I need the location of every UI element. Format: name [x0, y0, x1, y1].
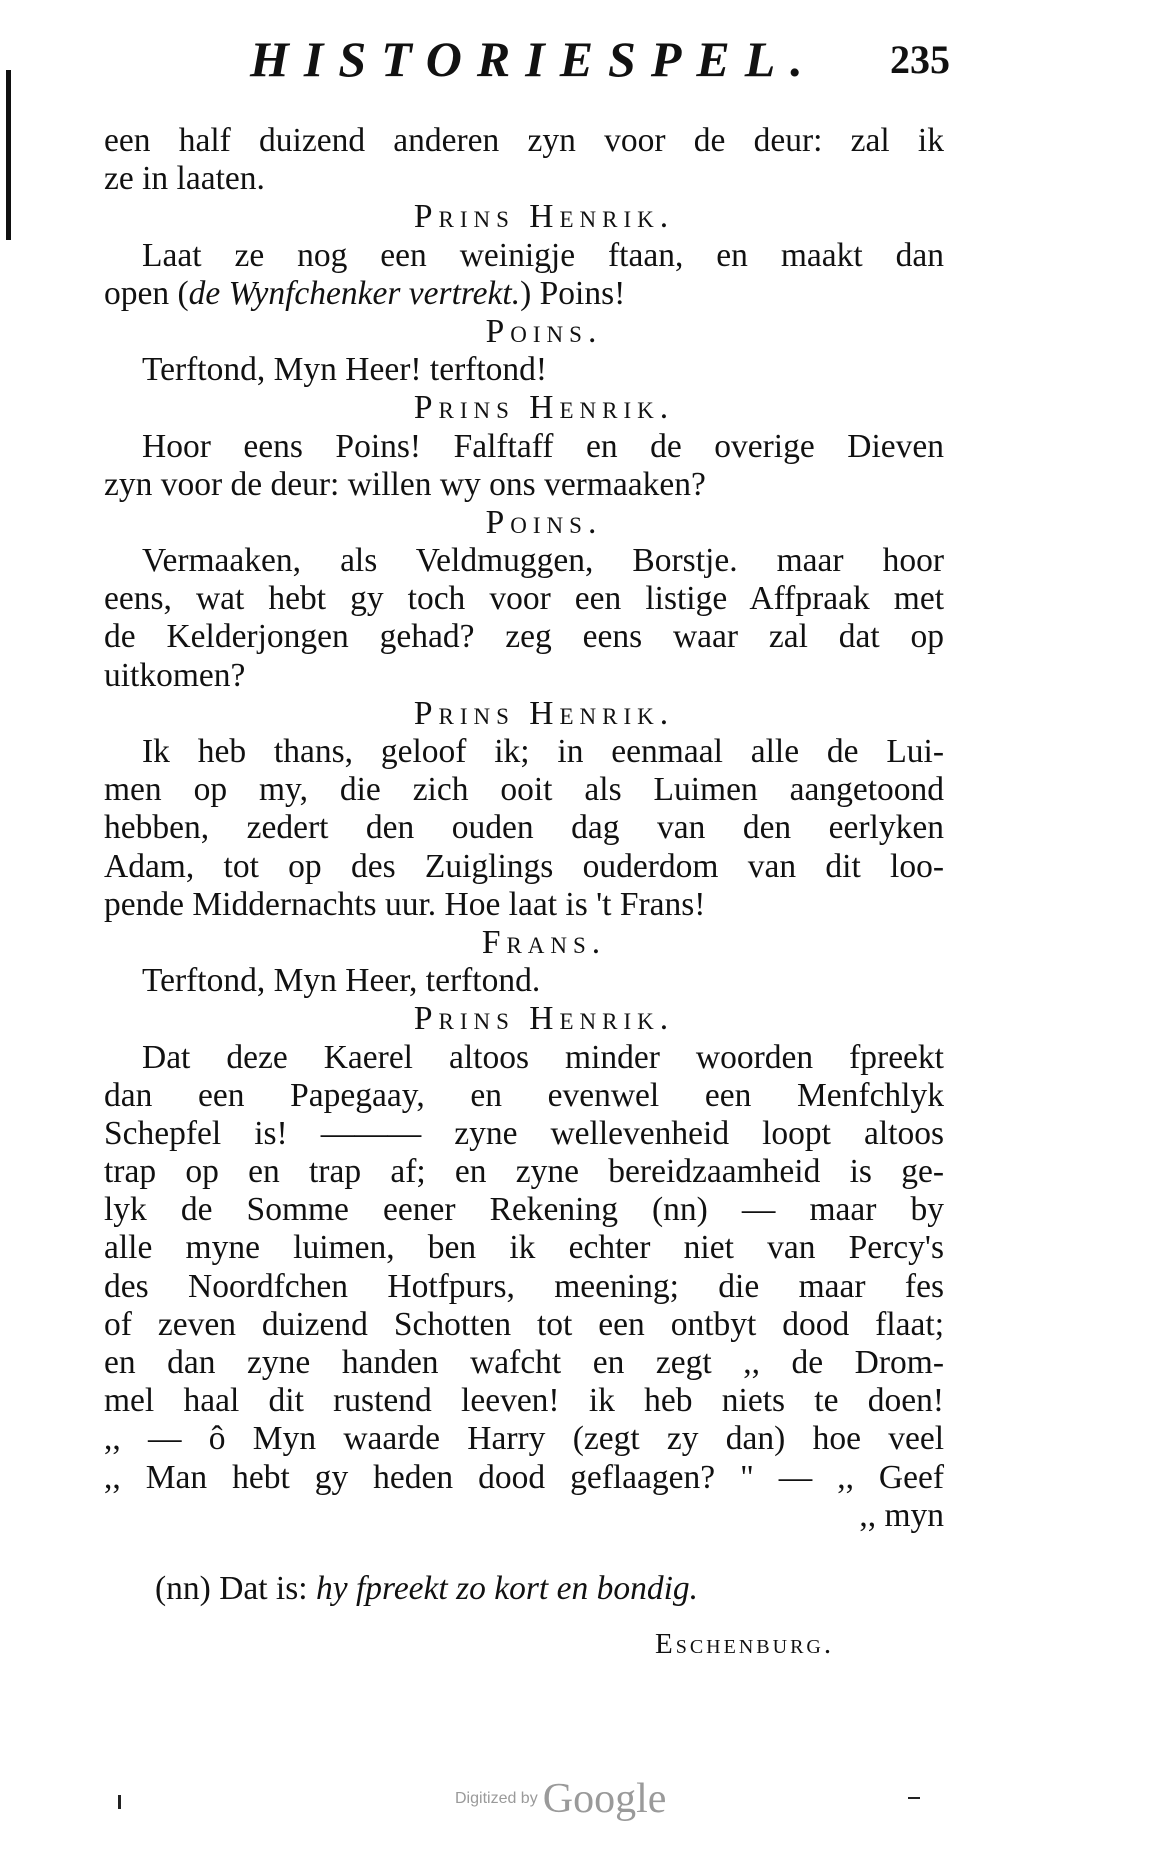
footnote: [155, 1570, 935, 1661]
speaker-heading: Poins.: [485, 503, 603, 541]
speaker-heading: Poins.: [485, 312, 603, 350]
speaker-heading: Prins Henrik.: [413, 1000, 675, 1038]
text-line: des Noordfchen Hotfpurs, meening; die maar fes: [104, 1267, 944, 1305]
text-segment: open (: [104, 274, 189, 312]
stage-direction: de Wynfchenker vertrekt.: [188, 274, 521, 312]
text-line: trap op en trap af; en zyne bereidzaamheid is ge-: [104, 1153, 944, 1191]
text-line: [104, 275, 944, 313]
text-line: ,, — ô Myn waarde Harry (zegt zy dan) hoe veel: [104, 1420, 944, 1458]
footnote-author: Eschenburg.: [655, 1628, 835, 1660]
text-line: Adam, tot op des Zuiglings ouderdom van dit loo-: [104, 847, 944, 885]
text-line: ze in laaten.: [104, 160, 265, 198]
text-line: mel haal dit rustend leeven! ik heb niets te doen!: [104, 1382, 944, 1420]
text-line: Ik heb thans, geloof ik; in eenmaal alle de Lui-: [142, 733, 944, 770]
text-line: zyn voor de deur: willen wy ons vermaaken?: [104, 465, 706, 503]
text-line: of zeven duizend Schotten tot een ontbyt dood flaat;: [104, 1305, 944, 1343]
speaker-heading: Prins Henrik.: [413, 389, 675, 427]
text-line: men op my, die zich ooit als Luimen aangetoond: [104, 771, 944, 809]
text-segment: ) Poins!: [520, 274, 626, 312]
speaker-heading: Frans.: [481, 923, 607, 961]
text-line: uitkomen?: [104, 656, 246, 694]
text-line: dan een Papegaay, en evenwel een Menfchlyk: [104, 1076, 944, 1114]
text-line: Hoor eens Poins! Falftaff en de overige Dieven: [142, 427, 944, 465]
footnote-lead: Dat is:: [219, 1570, 308, 1607]
running-title: HISTORIESPEL.: [250, 31, 818, 87]
text-line: Laat ze nog een weinigje ftaan, en maakt dan: [142, 236, 944, 274]
footnote-marker: (nn): [155, 1570, 211, 1607]
digitization-watermark: [455, 1775, 666, 1823]
text-line: eens, wat hebt gy toch voor een listige Affpraak met: [104, 580, 944, 618]
page-number: 235: [890, 37, 950, 82]
google-logo: Google: [542, 1776, 667, 1822]
page-edge-shadow: [6, 70, 11, 240]
text-line: Vermaaken, als Veldmuggen, Borstje. maar hoor: [142, 542, 944, 580]
ink-speck: [908, 1797, 920, 1799]
body-text: [104, 122, 944, 1535]
running-head: [250, 30, 950, 90]
footnote-text: hy fpreekt zo kort en bondig.: [315, 1570, 699, 1607]
catchword: ,, myn: [859, 1496, 944, 1534]
watermark-prefix: Digitized by: [455, 1790, 538, 1807]
speaker-heading: Prins Henrik.: [413, 694, 675, 732]
text-line: de Kelderjongen gehad? zeg eens waar zal dat op: [104, 618, 944, 656]
text-line: hebben, zedert den ouden dag van den eerlyken: [104, 809, 944, 847]
footnote-line: [155, 1570, 935, 1608]
text-line: ,, Man hebt gy heden dood geflaagen? " — ,, Geef: [104, 1458, 944, 1496]
text-line: een half duizend anderen zyn voor de deur: zal ik: [104, 122, 944, 159]
speaker-heading: Prins Henrik.: [413, 198, 675, 236]
ink-speck: [118, 1795, 121, 1809]
text-line: en dan zyne handen wafcht en zegt ,, de Drom-: [104, 1344, 944, 1381]
text-line: Dat deze Kaerel altoos minder woorden fpreekt: [142, 1038, 944, 1076]
text-line: pende Middernachts uur. Hoe laat is 't Frans!: [104, 885, 706, 923]
text-line: Terftond, Myn Heer, terftond.: [142, 962, 541, 1000]
text-line: lyk de Somme eener Rekening (nn) — maar by: [104, 1191, 944, 1229]
text-line: alle myne luimen, ben ik echter niet van Percy's: [104, 1229, 944, 1267]
text-line: Schepfel is! ——— zyne wellevenheid loopt altoos: [104, 1114, 944, 1152]
text-line: Terftond, Myn Heer! terftond!: [142, 351, 548, 389]
